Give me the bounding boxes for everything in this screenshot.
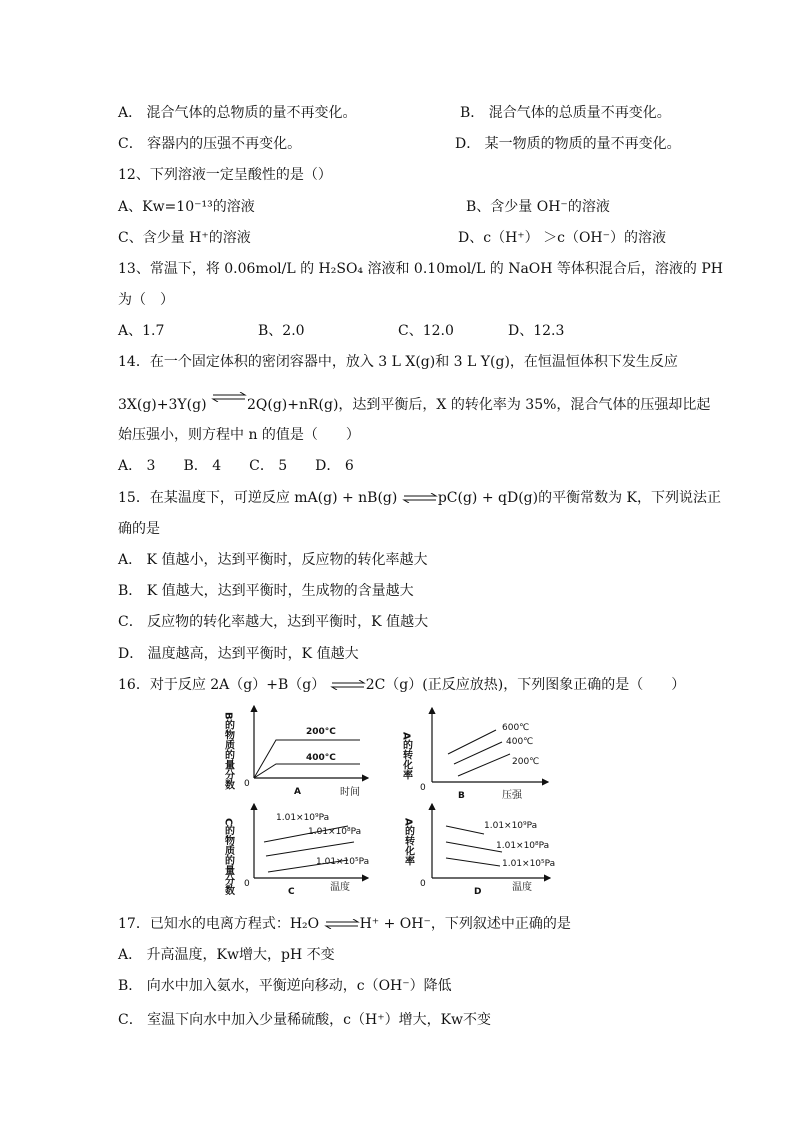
q14-products: 2Q(g)+nR(g)，达到平衡后，X 的转化率为 35%，混合气体的压强却比起 xyxy=(246,397,711,413)
q12-option-c: C、含少量 H⁺的溶液 xyxy=(118,230,251,246)
q11-option-a: A． 混合气体的总物质的量不再变化。 xyxy=(118,105,357,121)
q17-option-a: A． 升高温度，Kw增大，pH 不变 xyxy=(118,947,335,963)
graph-d-line-1e9-label: 1.01×10⁹Pa xyxy=(484,821,538,831)
graph-c-ylabel: C的物质的量分数 xyxy=(222,818,234,896)
graph-d-tag: D xyxy=(474,887,482,896)
q14-stem-line1: 14．在一个固定体积的密闭容器中，放入 3 L X(g)和 3 L Y(g)，在恒温恒体积下发生反应 xyxy=(118,354,678,370)
graph-c-line-1e9-label: 1.01×10⁹Pa xyxy=(276,813,330,823)
graph-a-curve-400-label: 400°C xyxy=(306,753,336,763)
q12-option-a: A、Kw=10⁻¹³的溶液 xyxy=(118,199,255,215)
q13-option-d: D、12.3 xyxy=(508,323,565,339)
q12-option-b: B、含少量 OH⁻的溶液 xyxy=(466,199,610,215)
q15-stem-line2: 确的是 xyxy=(118,521,160,537)
q17-option-c: C． 室温下向水中加入少量稀硫酸，c（H⁺）增大，Kw不变 xyxy=(118,1012,492,1028)
graph-a-ylabel: B的物质的量分数 xyxy=(222,712,234,790)
q11-option-d: D． 某一物质的物质的量不再变化。 xyxy=(455,136,681,152)
graph-d-line-1e5-label: 1.01×10⁵Pa xyxy=(502,859,556,869)
graph-d-origin: 0 xyxy=(420,879,426,889)
graph-c-tag: C xyxy=(288,887,295,896)
q13-option-b: B、2.0 xyxy=(258,323,305,339)
graph-c-line-1e5-label: 1.01×10⁵Pa xyxy=(316,857,370,867)
graph-b-tag: B xyxy=(458,791,465,801)
q15-stem-line1 xyxy=(118,489,721,507)
graph-a-curve-400 xyxy=(254,764,360,778)
q15-reactants: 15．在某温度下，可逆反应 mA(g) + nB(g) xyxy=(118,490,398,506)
graph-b-xlabel: 压强 xyxy=(502,790,522,801)
q17-option-b: B． 向水中加入氨水，平衡逆向移动，c（OH⁻）降低 xyxy=(118,978,452,994)
q13-stem-line2: 为（ ） xyxy=(118,292,174,308)
graph-a-curve-200-label: 200°C xyxy=(306,727,336,737)
graph-c xyxy=(223,804,370,896)
graph-a-xlabel: 时间 xyxy=(340,787,360,798)
graph-b-line-200 xyxy=(458,754,510,776)
graph-d-ylabel: A的转化率 xyxy=(402,818,414,866)
q12-option-d: D、c（H⁺） ＞c（OH⁻）的溶液 xyxy=(458,230,667,246)
q14-reactants: 3X(g)+3Y(g) xyxy=(118,397,207,413)
equilibrium-arrow-icon xyxy=(324,919,360,929)
q17-reactant: 17．已知水的电离方程式：H₂O xyxy=(118,916,320,932)
graph-d-xlabel: 温度 xyxy=(512,882,532,893)
graph-a xyxy=(223,706,369,798)
graph-d xyxy=(403,804,556,896)
graph-d-line-1e8 xyxy=(446,842,502,852)
q16-products: 2C（g）(正反应放热)，下列图象正确的是（ ） xyxy=(365,677,686,693)
q12-stem: 12、下列溶液一定呈酸性的是（） xyxy=(118,167,332,183)
graph-d-line-1e9 xyxy=(446,826,484,834)
graph-a-origin: 0 xyxy=(244,779,250,789)
graph-b-line-400-label: 400℃ xyxy=(506,737,534,747)
q16-stem xyxy=(118,676,685,694)
q15-option-d: D． 温度越高，达到平衡时，K 值越大 xyxy=(118,646,359,662)
graph-b-ylabel: A的转化率 xyxy=(400,732,412,780)
q15-products: pC(g) + qD(g)的平衡常数为 K，下列说法正 xyxy=(437,490,721,506)
equilibrium-arrow-icon xyxy=(330,680,366,690)
graph-c-xlabel: 温度 xyxy=(330,882,350,893)
q17-stem xyxy=(118,915,571,933)
graph-b-origin: 0 xyxy=(420,783,426,793)
graph-d-line-1e8-label: 1.01×10⁸Pa xyxy=(496,841,550,851)
graph-b xyxy=(401,708,549,801)
graph-c-line-1e8-label: 1.01×10⁸Pa xyxy=(308,827,362,837)
q11-option-c: C． 容器内的压强不再变化。 xyxy=(118,136,302,152)
equilibrium-arrow-icon xyxy=(402,493,438,503)
q15-option-c: C． 反应物的转化率越大，达到平衡时，K 值越大 xyxy=(118,614,429,630)
q13-stem-line1: 13、常温下，将 0.06mol/L 的 H₂SO₄ 溶液和 0.10mol/L 的 NaOH 等体积混合后，溶液的 PH xyxy=(118,261,724,277)
equilibrium-arrow-icon xyxy=(211,392,247,402)
q11-option-b: B． 混合气体的总质量不再变化。 xyxy=(460,105,671,121)
graph-b-line-600-label: 600℃ xyxy=(502,723,530,733)
q14-options: A． 3 B． 4 C． 5 D． 6 xyxy=(118,458,354,474)
q14-stem-line3: 始压强小，则方程中 n 的值是（ ） xyxy=(118,427,360,443)
graph-b-line-200-label: 200℃ xyxy=(512,757,540,767)
q15-option-a: A． K 值越小，达到平衡时，反应物的转化率越大 xyxy=(118,552,428,568)
q15-option-b: B． K 值越大，达到平衡时，生成物的含量越大 xyxy=(118,583,414,599)
q16-graphs-figure xyxy=(220,700,590,896)
q17-products: H⁺ + OH⁻，下列叙述中正确的是 xyxy=(359,916,571,932)
q16-reactants: 16．对于反应 2A（g）+B（g） xyxy=(118,677,326,693)
q14-stem-line2 xyxy=(118,396,710,414)
graph-c-line-1e8 xyxy=(266,842,354,856)
graph-b-line-600 xyxy=(448,730,496,754)
q13-option-a: A、1.7 xyxy=(118,323,165,339)
graph-d-line-1e5 xyxy=(446,858,500,866)
q13-option-c: C、12.0 xyxy=(398,323,454,339)
graph-a-tag: A xyxy=(294,787,301,797)
graph-c-origin: 0 xyxy=(244,879,250,889)
